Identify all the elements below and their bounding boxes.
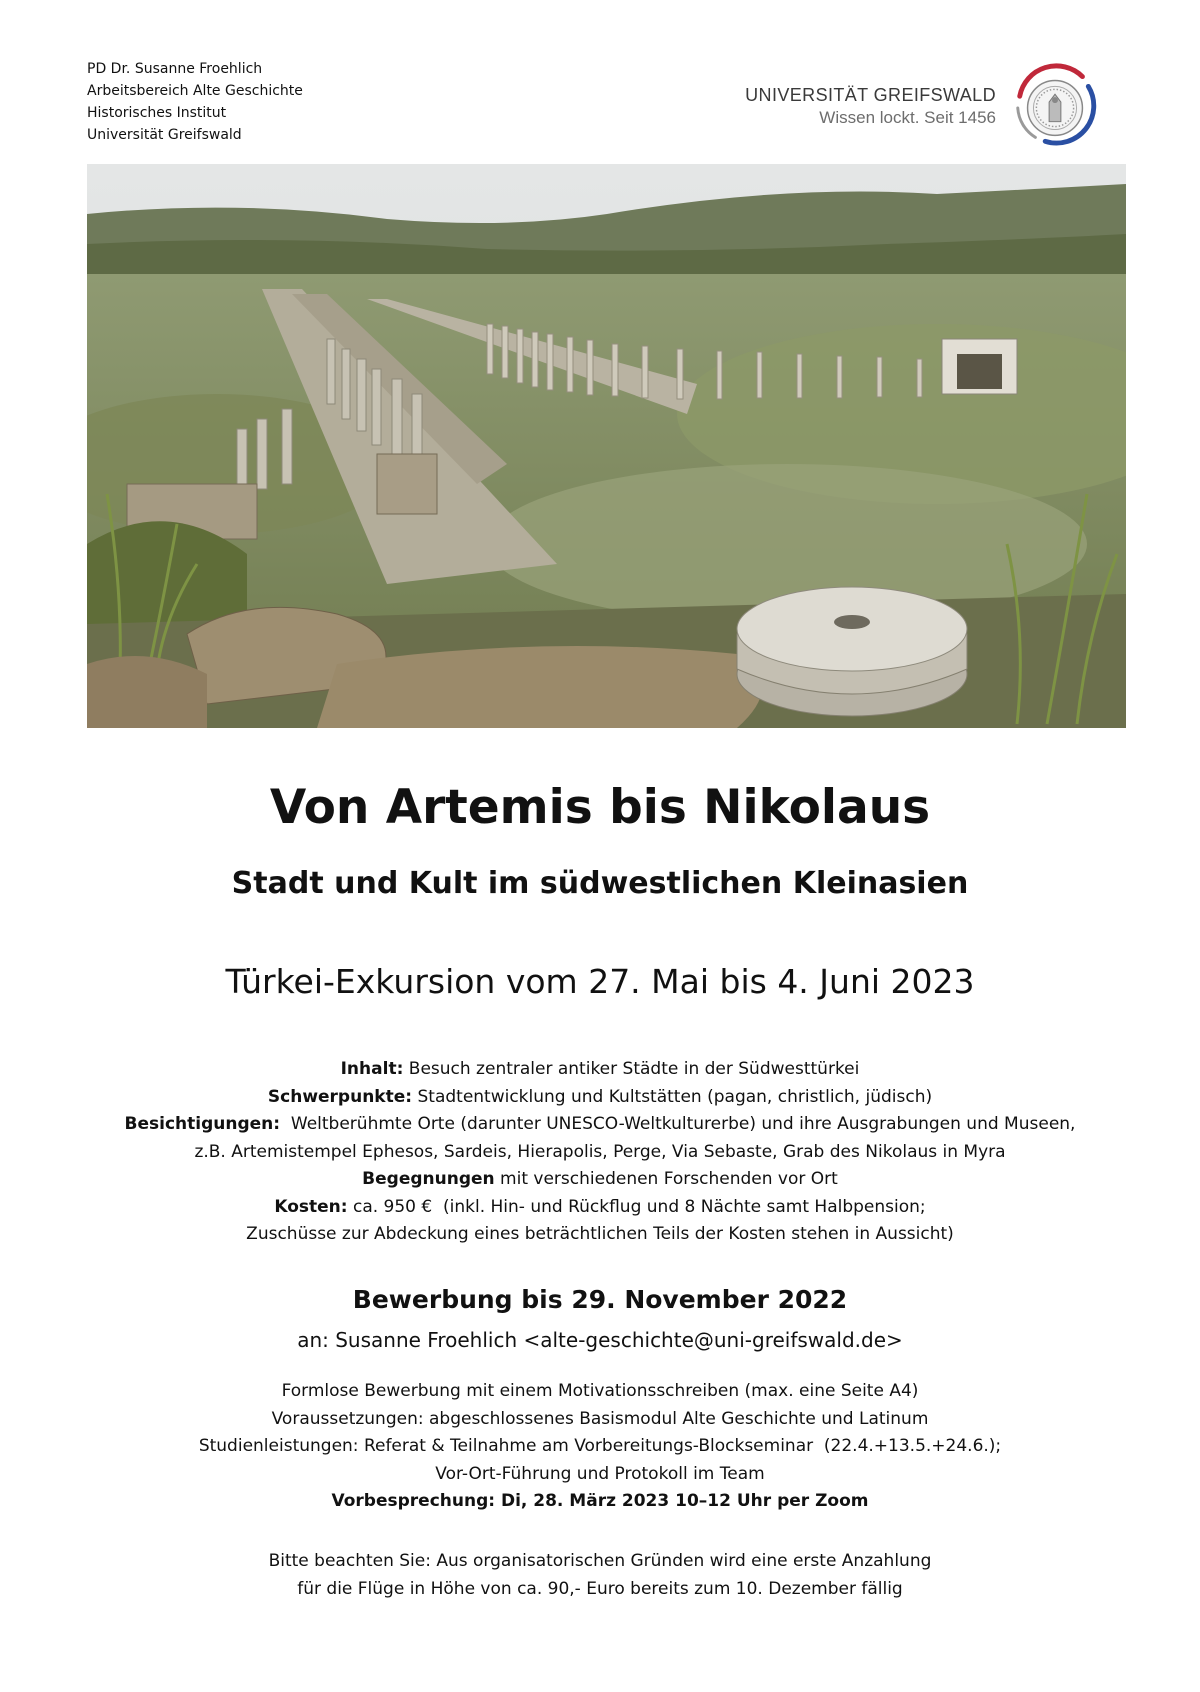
detail-kosten — [0, 1194, 1200, 1222]
note-line-1: Bitte beachten Sie: Aus organisatorischen Gründen wird eine erste Anzahlung — [268, 1551, 932, 1571]
text-schwerpunkte: Stadtentwicklung und Kultstätten (pagan, christlich, jüdisch) — [412, 1086, 933, 1107]
label-begegnungen: Begegnungen — [362, 1169, 495, 1189]
sender-name: PD Dr. Susanne Froehlich — [87, 61, 263, 77]
sender-institute: Historisches Institut — [87, 105, 227, 121]
label-inhalt: Inhalt: — [340, 1059, 404, 1079]
ruins-photo — [87, 164, 1126, 728]
text-besichtigungen-2: z.B. Artemistempel Ephesos, Sardeis, Hierapolis, Perge, Via Sebaste, Grab des Nikolaus in Myra — [194, 1141, 1006, 1162]
application-deadline: Bewerbung bis 29. November 2022 — [352, 1285, 848, 1314]
requirement-coursework: Studienleistungen: Referat & Teilnahme am Vorbereitungs-Blockseminar (22.4.+13.5.+24.6.); — [198, 1436, 1002, 1456]
requirement-prerequisites: Voraussetzungen: abgeschlossenes Basismodul Alte Geschichte und Latinum — [271, 1408, 929, 1429]
text-inhalt: Besuch zentraler antiker Städte in der Südwesttürkei — [403, 1059, 860, 1079]
meeting-text: Vorbesprechung: Di, 28. März 2023 10–12 Uhr per Zoom — [331, 1491, 869, 1511]
university-name: UNIVERSITÄT GREIFSWALD — [745, 85, 996, 105]
note-line-2: für die Flüge in Höhe von ca. 90,- Euro bereits zum 10. Dezember fällig — [297, 1578, 903, 1599]
university-motto: Wissen lockt. Seit 1456 — [819, 108, 996, 127]
sender-department: Arbeitsbereich Alte Geschichte — [87, 83, 303, 99]
label-besichtigungen: Besichtigungen: — [124, 1114, 281, 1134]
university-logo — [745, 52, 1104, 160]
label-schwerpunkte: Schwerpunkte: — [267, 1086, 413, 1107]
text-kosten: ca. 950 € (inkl. Hin- und Rückflug und 8 Nächte samt Halbpension; — [347, 1196, 926, 1217]
detail-schwerpunkte — [0, 1084, 1200, 1112]
application-contact: an: Susanne Froehlich <alte-geschichte@uni-greifswald.de> — [297, 1328, 903, 1352]
detail-inhalt — [0, 1056, 1200, 1084]
details-block — [0, 1056, 1200, 1249]
detail-besichtigungen — [0, 1111, 1200, 1139]
poster-title: Von Artemis bis Nikolaus — [269, 780, 931, 835]
requirement-coursework-2: Vor-Ort-Führung und Protokoll im Team — [435, 1463, 765, 1484]
university-seal-icon — [1006, 57, 1104, 155]
preliminary-meeting — [0, 1488, 1200, 1516]
detail-begegnungen — [0, 1166, 1200, 1194]
sender-block — [87, 58, 303, 146]
requirement-letter: Formlose Bewerbung mit einem Motivationsschreiben (max. eine Seite A4) — [281, 1381, 919, 1401]
text-begegnungen: mit verschiedenen Forschenden vor Ort — [494, 1169, 838, 1189]
text-besichtigungen: Weltberühmte Orte (darunter UNESCO-Weltkulturerbe) und ihre Ausgrabungen und Museen, — [280, 1114, 1076, 1134]
poster-subtitle: Stadt und Kult im südwestlichen Kleinasien — [231, 866, 969, 901]
label-kosten: Kosten: — [274, 1196, 348, 1217]
payment-note — [0, 1548, 1200, 1603]
text-kosten-2: Zuschüsse zur Abdeckung eines beträchtlichen Teils der Kosten stehen in Aussicht) — [246, 1224, 954, 1244]
excursion-dates: Türkei-Exkursion vom 27. Mai bis 4. Juni 2023 — [225, 962, 975, 1001]
ancient-ruins-photo-icon — [87, 164, 1126, 728]
requirements-block — [0, 1378, 1200, 1516]
sender-university: Universität Greifswald — [87, 127, 242, 143]
